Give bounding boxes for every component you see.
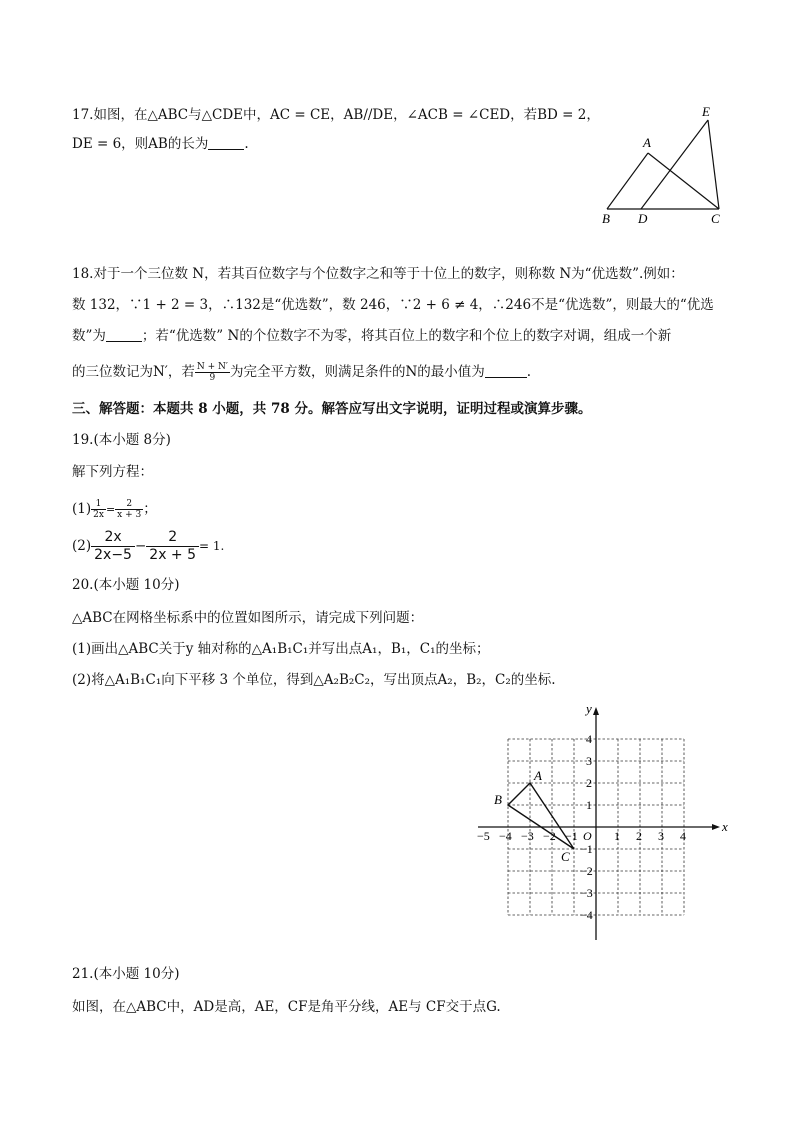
q18-line4-start: 的三位数记为N′，若	[72, 364, 195, 380]
q19-part1-end: ；	[143, 501, 157, 517]
q19-part2-left-num: 2x	[91, 529, 135, 547]
q17-line2-text: DE = 6，则AB的长为	[72, 136, 209, 152]
q18-line2: 数 132，∵1 + 2 = 3，∴132是“优选数”，数 246，∵2 + 6 ≠ 4，∴246不是“优选数”，则最大的“优选	[72, 297, 714, 313]
q20-line3: (2)将△A₁B₁C₁向下平移 3 个单位，得到△A₂B₂C₂，写出顶点A₂，B₂，C₂的坐标.	[72, 672, 556, 688]
q17-line2-end: .	[244, 136, 249, 152]
y-tick-label: −4	[580, 908, 593, 922]
q17-line2	[72, 134, 249, 154]
q19-part1-left-num: 1	[91, 499, 106, 510]
q17-segment-ab	[607, 153, 648, 209]
x-tick-label: 4	[680, 829, 686, 843]
q20-line2: (1)画出△ABC关于y 轴对称的△A₁B₁C₁并写出点A₁，B₁，C₁的坐标；	[72, 641, 490, 657]
q17-segment-ec	[708, 120, 719, 209]
q18-line4	[72, 362, 531, 383]
y-axis-arrow	[593, 707, 599, 715]
x-tick-label: 1	[614, 829, 620, 843]
q19-part2-label: (2)	[72, 538, 92, 554]
point-a-label: A	[534, 768, 542, 783]
y-tick-label: 1	[586, 798, 592, 812]
q20-header: 20.(本小题 10分)	[72, 577, 180, 593]
q17-label-b: B	[602, 211, 610, 226]
y-tick-label: 2	[586, 776, 592, 790]
x-tick-label: 2	[636, 829, 642, 843]
q19-part1-right-den: x + 3	[117, 510, 142, 520]
q19-part1-left-fraction	[91, 499, 106, 520]
q19-header: 19.(本小题 8分)	[72, 432, 171, 448]
q19-part2-right-fraction	[146, 529, 199, 564]
q18-line4-rest: 为完全平方数，则满足条件的N的最小值为	[229, 364, 485, 380]
section3-title: 三、解答题：本题共 8 小题，共 78 分。解答应写出文字说明，证明过程或演算步骤。	[72, 401, 592, 417]
q19-part2-right-num: 2	[146, 529, 199, 547]
q19-part1-right-num: 2	[115, 499, 143, 510]
q18-fraction-den: 9	[209, 373, 216, 383]
q20-line1: △ABC在网格坐标系中的位置如图所示，请完成下列问题：	[72, 610, 424, 626]
x-tick-label: −2	[543, 829, 556, 843]
x-axis-label: x	[722, 819, 728, 834]
q19-part1	[72, 497, 157, 522]
y-tick-label: −1	[580, 842, 593, 856]
q20-coordinate-grid	[455, 690, 735, 940]
origin-label: O	[583, 829, 592, 843]
q18-answer-blank-1[interactable]	[106, 327, 142, 342]
q19-part1-equals: =	[105, 503, 116, 516]
x-tick-label: −5	[477, 829, 490, 843]
y-tick-label: −2	[580, 864, 593, 878]
x-tick-label: −1	[565, 829, 578, 843]
x-tick-label: −4	[499, 829, 512, 843]
q17-figure	[590, 100, 730, 230]
q18-answer-blank-2[interactable]	[485, 363, 527, 378]
q18-line3-rest: ；若“优选数” N的个位数字不为零，将其百位上的数字和个位上的数字对调，组成一个新	[141, 328, 672, 344]
q19-part2-left-fraction	[91, 529, 135, 564]
q21-line1: 如图，在△ABC中，AD是高，AE，CF是角平分线，AE与 CF交于点G.	[72, 999, 501, 1015]
q18-fraction-num: N + N′	[196, 362, 228, 372]
q19-part2-right-den: 2x + 5	[149, 547, 197, 563]
y-tick-label: 3	[586, 754, 592, 768]
x-tick-label: 3	[658, 829, 664, 843]
q17-label-c: C	[711, 211, 720, 226]
q19-part2-end: = 1.	[199, 539, 225, 553]
q19-part1-left-den: 2x	[93, 510, 104, 520]
q19-part2-minus: −	[134, 538, 147, 554]
y-tick-label: −3	[580, 886, 593, 900]
point-c-label: C	[561, 849, 570, 864]
y-tick-label: 4	[586, 732, 592, 746]
q19-part1-label: (1)	[72, 501, 92, 517]
q21-header: 21.(本小题 10分)	[72, 966, 180, 982]
q19-part1-right-fraction	[115, 499, 143, 520]
q18-line1: 18.对于一个三位数 N，若其百位数字与个位数字之和等于十位上的数字，则称数 N为“优选数”.例如：	[72, 266, 684, 282]
q17-segment-de	[641, 120, 708, 209]
q17-segment-ac	[648, 153, 719, 209]
q17-answer-blank[interactable]	[208, 135, 244, 150]
q17-line1: 17.如图，在△ABC与△CDE中，AC = CE，AB//DE，∠ACB = ∠CED，若BD = 2，	[72, 107, 600, 123]
q17-label-d: D	[638, 211, 648, 226]
q17-label-e: E	[702, 104, 710, 119]
q18-line4-end: .	[526, 364, 532, 380]
q19-part2-left-den: 2x−5	[94, 547, 132, 563]
q18-line3-start: 数”为	[72, 328, 106, 344]
q19-part2	[72, 528, 224, 564]
x-axis-arrow	[712, 824, 720, 830]
q17-label-a: A	[643, 135, 651, 150]
point-b-label: B	[494, 792, 502, 807]
x-tick-label: −3	[521, 829, 534, 843]
q18-fraction	[195, 362, 230, 383]
q18-line3	[72, 326, 671, 346]
y-axis-label: y	[586, 701, 592, 716]
q19-prompt: 解下列方程：	[72, 464, 153, 480]
